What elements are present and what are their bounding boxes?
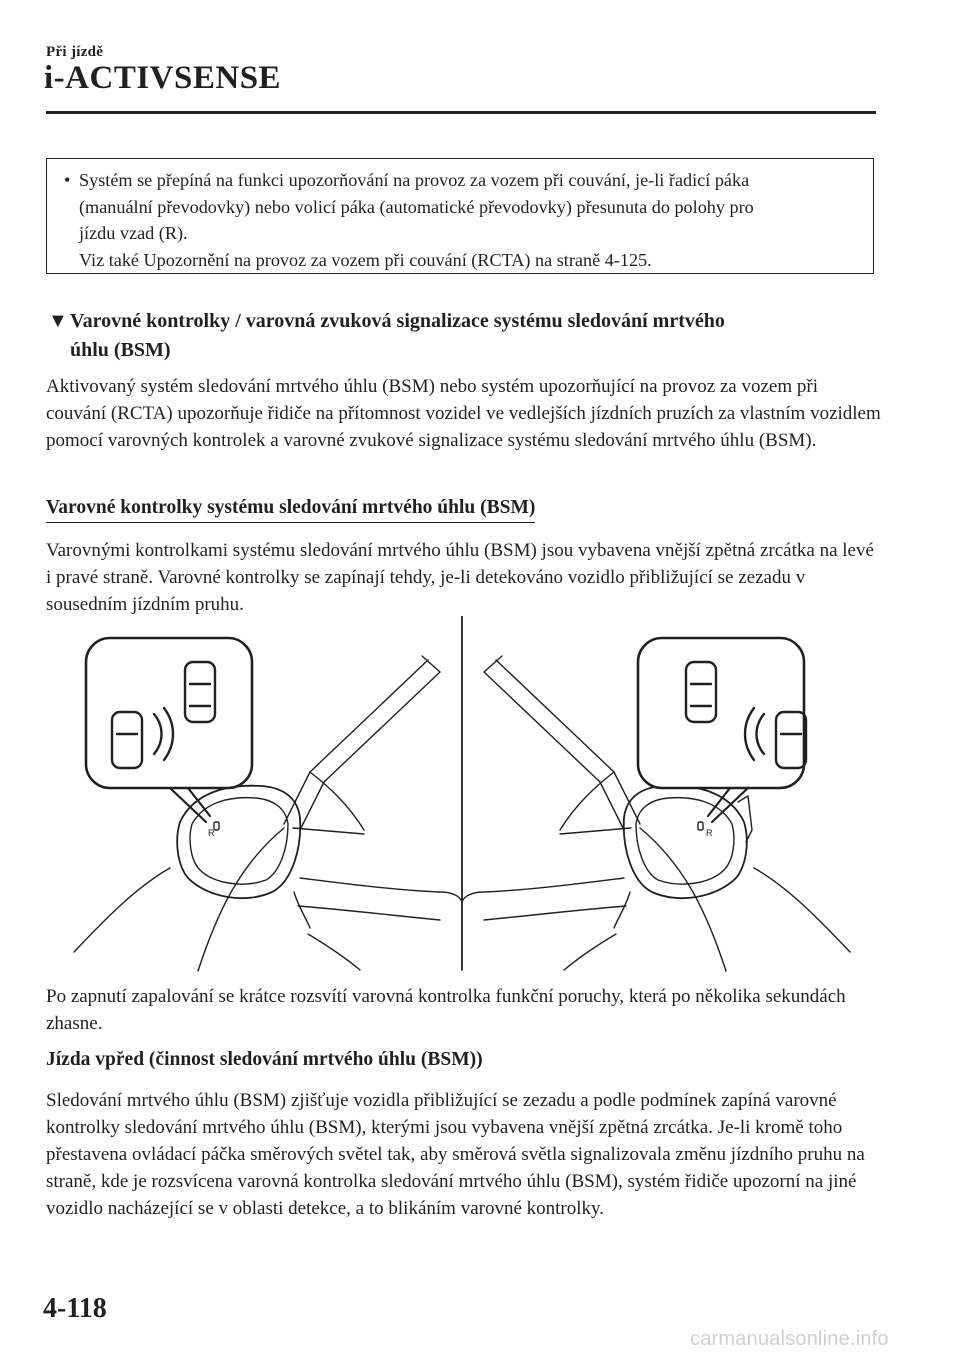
section-marker: ▼ xyxy=(48,310,68,332)
subheading-forward-driving: Jízda vpřed (činnost sledování mrtvého úhlu (BSM)) xyxy=(46,1049,483,1070)
note-box xyxy=(46,158,874,274)
left-mirror-indicator-label: R xyxy=(208,828,215,838)
page-number: 4-118 xyxy=(43,1293,107,1324)
forward-driving-paragraph: Sledování mrtvého úhlu (BSM) zjišťuje vozidla přibližující se zezadu a podle podmínek zapíná varovné kontrolky sledování mrtvého úhlu (BSM), kterými jsou vybavena vnější zpětná zrcátka. Je-li kromě toho přestavena ovládací páčka směrových světel tak, aby směrová světla signalizovala změnu jízdního pruhu na straně, kde je rozsvícena varovná kontrolka sledování mrtvého úhlu (BSM), systém řidiče upozorní na jiné vozidlo nacházející se v oblasti detekce, a to blikáním varovné kontrolky. xyxy=(46,1090,865,1219)
page-title: i-ACTIVSENSE xyxy=(44,60,282,96)
section-heading xyxy=(48,307,868,365)
warning-lights-paragraph: Varovnými kontrolkami systému sledování mrtvého úhlu (BSM) jsou vybavena vnější zpětná zrcátka na levé i pravé straně. Varovné kontrolky se zapínají tehdy, je-li detekováno vozidlo přibližující se zezadu v sousedním jízdním pruhu. xyxy=(46,540,874,615)
section-label: Při jízdě xyxy=(46,44,104,60)
ignition-paragraph: Po zapnutí zapalování se krátce rozsvítí varovná kontrolka funkční poruchy, která po několika sekundách zhasne. xyxy=(46,986,846,1034)
section-heading-line1: Varovné kontrolky / varovná zvuková signalizace systému sledování mrtvého xyxy=(70,310,725,332)
note-line: jízdu vzad (R). xyxy=(79,223,188,243)
note-line: (manuální převodovky) nebo volicí páka (automatické převodovky) přesunuta do polohy pro xyxy=(79,196,754,217)
mirror-indicator-illustration xyxy=(48,616,876,972)
subheading-warning-lights: Varovné kontrolky systému sledování mrtvého úhlu (BSM) xyxy=(46,494,535,523)
left-mirror-scene xyxy=(74,638,462,971)
note-line: Viz také Upozornění na provoz za vozem při couvání (RCTA) na straně 4-125. xyxy=(79,249,652,270)
note-line: Systém se přepíná na funkci upozorňování na provoz za vozem při couvání, je-li řadicí páka xyxy=(79,170,750,190)
title-rule xyxy=(46,111,876,114)
intro-paragraph: Aktivovaný systém sledování mrtvého úhlu (BSM) nebo systém upozorňující na provoz za vozem při couvání (RCTA) upozorňuje řidiče na přítomnost vozidel ve vedlejších jízdních pruzích za vlastním vozidlem pomocí varovných kontrolek a varovné zvukové signalizace systému sledování mrtvého úhlu (BSM). xyxy=(46,376,881,451)
watermark: carmanualsonline.info xyxy=(690,1328,889,1350)
note-bullet: • xyxy=(64,170,71,190)
right-mirror-indicator-label: R xyxy=(706,828,713,838)
right-mirror-scene xyxy=(462,638,850,971)
section-heading-line2: úhlu (BSM) xyxy=(70,339,171,361)
